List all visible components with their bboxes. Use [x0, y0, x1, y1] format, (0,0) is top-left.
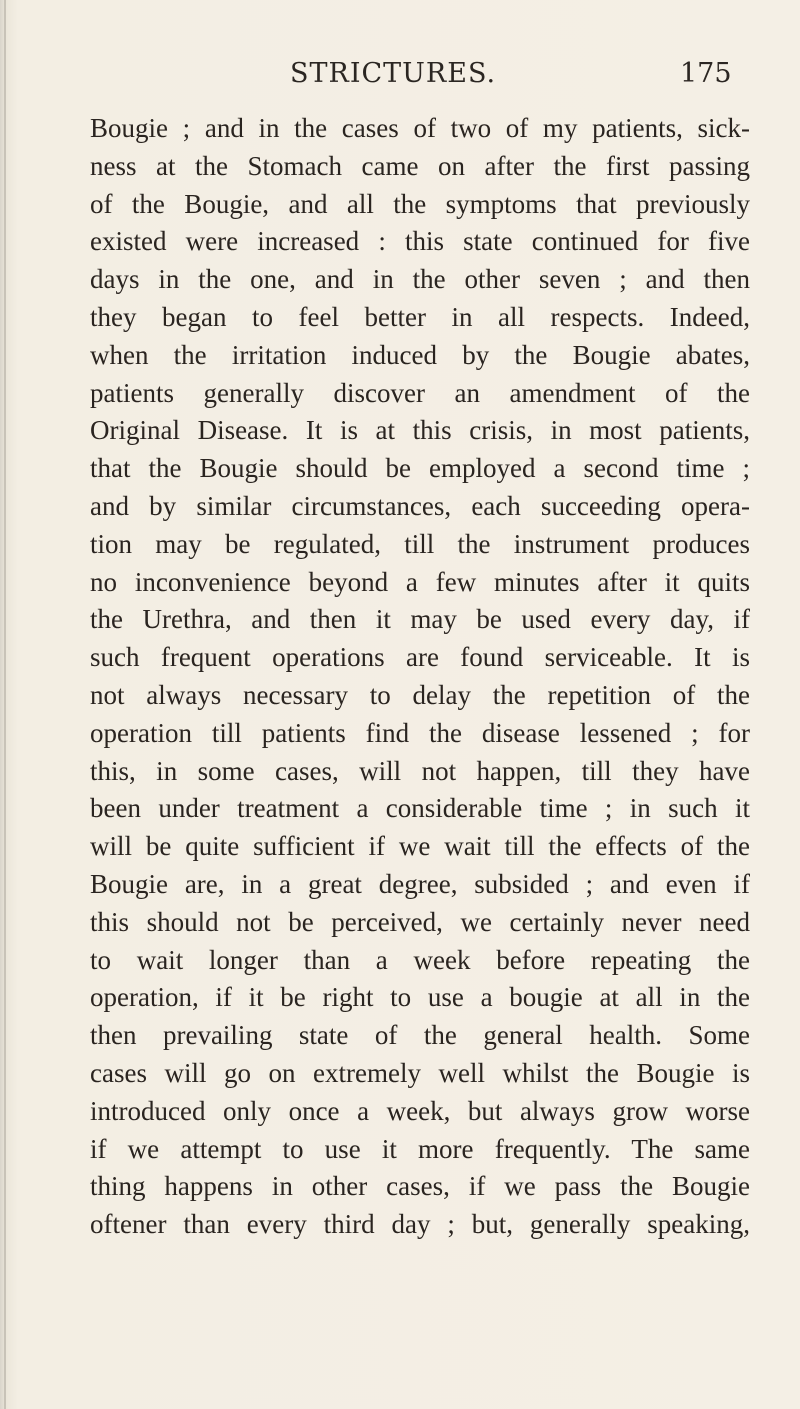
text-line: the Urethra, and then it may be used every day, if	[90, 604, 750, 635]
text-line: thing happens in other cases, if we pass the Bougie	[90, 1171, 750, 1202]
text-line: then prevailing state of the general health. Some	[90, 1020, 750, 1051]
text-line: no inconvenience beyond a few minutes after it quits	[90, 566, 750, 597]
text-line: they began to feel better in all respects. Indeed,	[90, 301, 750, 332]
text-line: not always necessary to delay the repetition of the	[90, 679, 750, 710]
text-line: if we attempt to use it more frequently. The same	[90, 1133, 750, 1164]
text-line: when the irritation induced by the Bougie abates,	[90, 339, 750, 370]
text-line: that the Bougie should be employed a second time ;	[90, 453, 750, 484]
text-line: will be quite sufficient if we wait till the effects of the	[90, 831, 750, 862]
text-line: operation, if it be right to use a bougie at all in the	[90, 982, 750, 1013]
text-line: cases will go on extremely well whilst the Bougie is	[90, 1057, 750, 1088]
text-line: this should not be perceived, we certainly never need	[90, 906, 750, 937]
text-line: been under treatment a considerable time ; in such it	[90, 793, 750, 824]
text-line: this, in some cases, will not happen, till they have	[90, 755, 750, 786]
text-line: Bougie ; and in the cases of two of my patients, sick-	[90, 113, 750, 143]
text-line: tion may be regulated, till the instrument produces	[90, 528, 750, 559]
binding-gutter	[4, 0, 6, 1409]
text-line: days in the one, and in the other seven ; and then	[90, 264, 750, 295]
text-line: patients generally discover an amendment of the	[90, 377, 750, 408]
text-line: introduced only once a week, but always grow worse	[90, 1095, 750, 1126]
running-head	[0, 58, 800, 98]
text-line: such frequent operations are found serviceable. It is	[90, 642, 750, 673]
text-line: and by similar circumstances, each succeeding opera-	[90, 490, 750, 521]
text-line: oftener than every third day ; but, generally speaking,	[90, 1209, 750, 1240]
text-line: of the Bougie, and all the symptoms that previously	[90, 188, 750, 219]
text-line: Original Disease. It is at this crisis, in most patients,	[90, 415, 750, 446]
text-line: ness at the Stomach came on after the first passing	[90, 150, 750, 181]
page-number: 175	[680, 58, 732, 89]
text-line: existed were increased : this state continued for five	[90, 226, 750, 257]
running-title: STRICTURES.	[290, 58, 497, 89]
text-line: Bougie are, in a great degree, subsided ; and even if	[90, 868, 750, 899]
text-line: operation till patients find the disease lessened ; for	[90, 717, 750, 748]
text-line: to wait longer than a week before repeating the	[90, 944, 750, 975]
body-text	[90, 110, 750, 1244]
